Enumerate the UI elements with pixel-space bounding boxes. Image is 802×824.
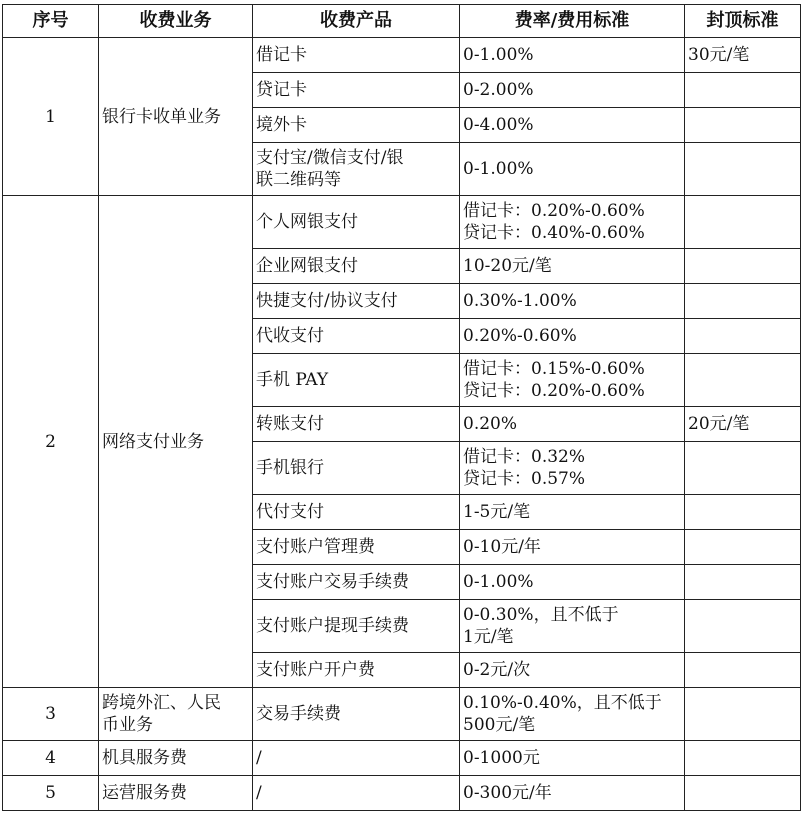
rate-cell: 0-0.30%，且不低于 1元/笔 [460, 600, 685, 653]
header-cap: 封顶标准 [685, 5, 801, 38]
product-cell: 借记卡 [253, 38, 460, 73]
product-cell: 支付账户提现手续费 [253, 600, 460, 653]
product-cell: 个人网银支付 [253, 196, 460, 249]
rate-cell: 0-2元/次 [460, 653, 685, 688]
cap-cell [685, 284, 801, 319]
rate-cell: 0.20% [460, 407, 685, 442]
table-header-row [3, 5, 801, 38]
rate-cell: 借记卡：0.15%-0.60% 贷记卡：0.20%-0.60% [460, 354, 685, 407]
rate-cell: 0-10元/年 [460, 530, 685, 565]
rate-cell: 0-1.00% [460, 38, 685, 73]
product-cell: 支付账户管理费 [253, 530, 460, 565]
cap-cell: 30元/笔 [685, 38, 801, 73]
cap-cell [685, 741, 801, 776]
table-row [3, 38, 801, 73]
business-cell: 网络支付业务 [99, 196, 253, 688]
cap-cell [685, 108, 801, 143]
index-cell: 5 [3, 776, 99, 811]
business-cell: 银行卡收单业务 [99, 38, 253, 196]
cap-cell [685, 495, 801, 530]
header-business: 收费业务 [99, 5, 253, 38]
product-cell: 企业网银支付 [253, 249, 460, 284]
product-cell: 支付宝/微信支付/银 联二维码等 [253, 143, 460, 196]
cap-cell [685, 442, 801, 495]
fee-table [2, 4, 801, 811]
table-row [3, 688, 801, 741]
table-row [3, 741, 801, 776]
product-cell: 代付支付 [253, 495, 460, 530]
rate-cell: 0.10%-0.40%，且不低于 500元/笔 [460, 688, 685, 741]
rate-cell: 0.20%-0.60% [460, 319, 685, 354]
product-cell: 贷记卡 [253, 73, 460, 108]
cap-cell [685, 600, 801, 653]
business-cell: 运营服务费 [99, 776, 253, 811]
rate-cell: 10-20元/笔 [460, 249, 685, 284]
business-cell: 跨境外汇、人民 币业务 [99, 688, 253, 741]
table-row [3, 776, 801, 811]
cap-cell [685, 354, 801, 407]
product-cell: 转账支付 [253, 407, 460, 442]
rate-cell: 0-1000元 [460, 741, 685, 776]
index-cell: 1 [3, 38, 99, 196]
cap-cell [685, 73, 801, 108]
rate-cell: 0.30%-1.00% [460, 284, 685, 319]
cap-cell [685, 249, 801, 284]
rate-cell: 0-4.00% [460, 108, 685, 143]
product-cell: 快捷支付/协议支付 [253, 284, 460, 319]
cap-cell [685, 319, 801, 354]
rate-cell: 1-5元/笔 [460, 495, 685, 530]
rate-cell: 0-300元/年 [460, 776, 685, 811]
index-cell: 3 [3, 688, 99, 741]
business-cell: 机具服务费 [99, 741, 253, 776]
index-cell: 2 [3, 196, 99, 688]
product-cell: / [253, 741, 460, 776]
cap-cell [685, 688, 801, 741]
cap-cell [685, 143, 801, 196]
rate-cell: 0-2.00% [460, 73, 685, 108]
cap-cell: 20元/笔 [685, 407, 801, 442]
product-cell: 支付账户交易手续费 [253, 565, 460, 600]
product-cell: 交易手续费 [253, 688, 460, 741]
header-product: 收费产品 [253, 5, 460, 38]
index-cell: 4 [3, 741, 99, 776]
product-cell: 手机银行 [253, 442, 460, 495]
header-index: 序号 [3, 5, 99, 38]
product-cell: 境外卡 [253, 108, 460, 143]
product-cell: 手机 PAY [253, 354, 460, 407]
rate-cell: 0-1.00% [460, 565, 685, 600]
rate-cell: 借记卡：0.20%-0.60% 贷记卡：0.40%-0.60% [460, 196, 685, 249]
cap-cell [685, 653, 801, 688]
cap-cell [685, 776, 801, 811]
cap-cell [685, 530, 801, 565]
product-cell: / [253, 776, 460, 811]
cap-cell [685, 196, 801, 249]
header-rate: 费率/费用标准 [460, 5, 685, 38]
rate-cell: 0-1.00% [460, 143, 685, 196]
product-cell: 支付账户开户费 [253, 653, 460, 688]
product-cell: 代收支付 [253, 319, 460, 354]
rate-cell: 借记卡：0.32% 贷记卡：0.57% [460, 442, 685, 495]
table-row [3, 196, 801, 249]
cap-cell [685, 565, 801, 600]
